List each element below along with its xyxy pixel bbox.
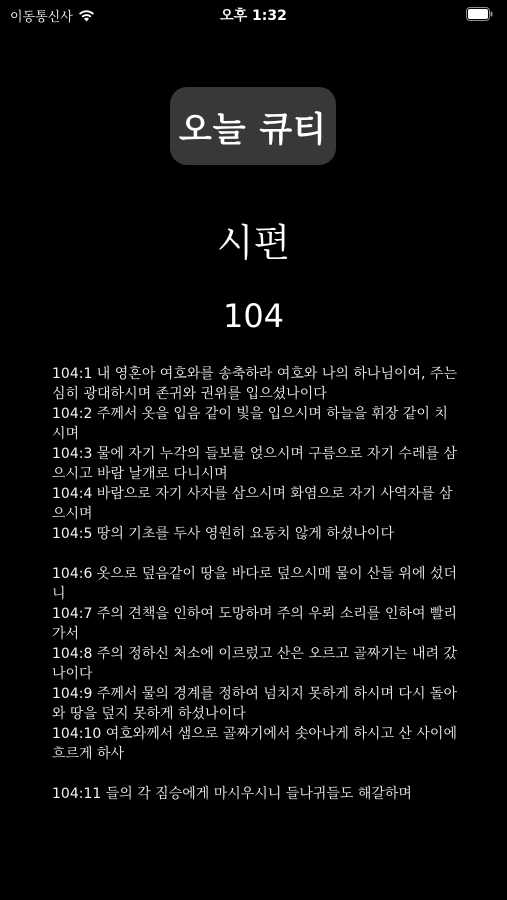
today-qt-button[interactable]: 오늘 큐티 (170, 87, 336, 165)
verse-item: 104:5 땅의 기초를 두사 영원히 요동치 않게 하셨나이다 (52, 526, 394, 542)
verse-item: 104:1 내 영혼아 여호와를 송축하라 여호와 나의 하나님이여, 주는 심히 광대하시며 존귀와 권위를 입으셨나이다 (52, 366, 457, 402)
status-bar (0, 0, 507, 30)
verse-item: 104:3 물에 자기 누각의 들보를 얹으시며 구름으로 자기 수레를 삼으시고 바람 날개로 다니시며 (52, 446, 457, 482)
verse-item: 104:4 바람으로 자기 사자를 삼으시며 화염으로 자기 사역자를 삼으시며 (52, 486, 453, 522)
verse-item: 104:11 들의 각 짐승에게 마시우시니 들나귀들도 해갈하며 (52, 786, 412, 802)
verse-item: 104:7 주의 견책을 인하여 도망하며 주의 우뢰 소리를 인하여 빨리 가서 (52, 606, 457, 642)
book-title: 시편 (216, 221, 291, 265)
verse-item: 104:10 여호와께서 샘으로 골짜기에서 솟아나게 하시고 산 사이에 흐르게 하사 (52, 726, 457, 762)
chapter-number: 104 (222, 297, 285, 335)
stanza-divider (52, 764, 460, 784)
status-time: 오후 1:32 (220, 8, 287, 24)
verse-item: 104:8 주의 정하신 처소에 이르렀고 산은 오르고 골짜기는 내려 갔나이다 (52, 646, 457, 682)
verse-list[interactable] (52, 364, 460, 817)
carrier-label: 이동통신사 (10, 10, 73, 25)
stanza-divider (52, 544, 460, 564)
verse-item: 104:6 옷으로 덮음같이 땅을 바다로 덮으시매 물이 산들 위에 섰더니 (52, 566, 457, 602)
battery-icon (466, 7, 493, 21)
verse-item: 104:9 주께서 물의 경계를 정하여 넘치지 못하게 하시며 다시 돌아와 땅을 덮지 못하게 하셨나이다 (52, 686, 457, 722)
verse-item: 104:2 주께서 옷을 입음 같이 빛을 입으시며 하늘을 휘장 같이 치시며 (52, 406, 448, 442)
